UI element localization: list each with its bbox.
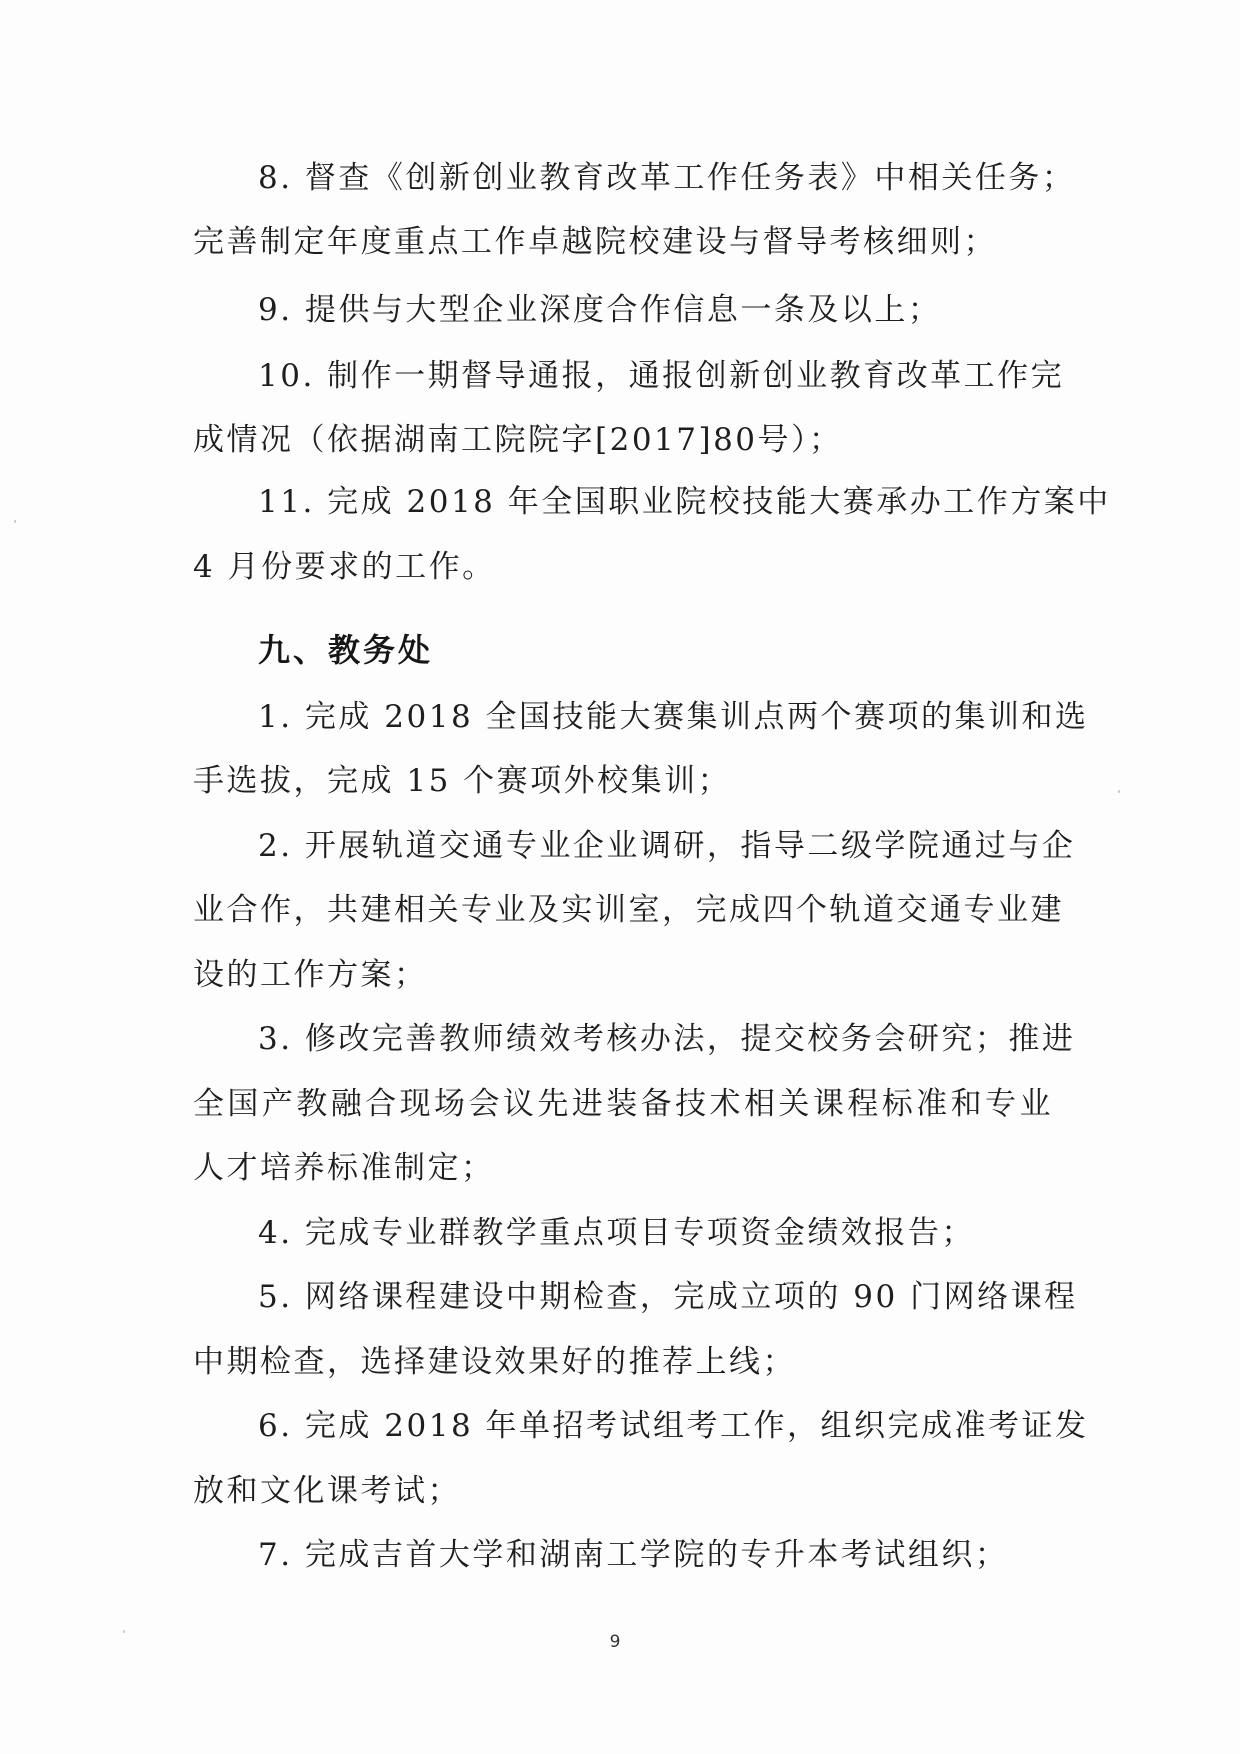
section-item-5-line-2: 中期检查，选择建设效果好的推荐上线； xyxy=(193,1344,796,1380)
section-item-2-line-3: 设的工作方案； xyxy=(193,957,428,993)
section-item-3-line-2: 全国产教融合现场会议先进装备技术相关课程标准和专业 xyxy=(193,1086,1053,1122)
section-item-3-line-1: 3. 修改完善教师绩效考核办法，提交校务会研究；推进 xyxy=(258,1021,1076,1057)
section-item-2-line-2: 业合作，共建相关专业及实训室，完成四个轨道交通专业建 xyxy=(193,892,1064,928)
list-item-11-line-1: 11. 完成 2018 年全国职业院校技能大赛承办工作方案中 xyxy=(258,484,1111,520)
section-item-2-line-1: 2. 开展轨道交通专业企业调研，指导二级学院通过与企 xyxy=(258,828,1076,864)
section-item-5-line-1: 5. 网络课程建设中期检查，完成立项的 90 门网络课程 xyxy=(258,1279,1078,1315)
section-item-1-line-1: 1. 完成 2018 全国技能大赛集训点两个赛项的集训和选 xyxy=(258,699,1089,735)
section-item-6-line-2: 放和文化课考试； xyxy=(193,1473,461,1509)
page-number: 9 xyxy=(609,1632,621,1652)
section-heading: 九、教务处 xyxy=(258,631,434,669)
scan-speck xyxy=(123,1630,125,1633)
section-item-4-line-1: 4. 完成专业群教学重点项目专项资金绩效报告； xyxy=(258,1215,975,1251)
list-item-10-line-1: 10. 制作一期督导通报，通报创新创业教育改革工作完 xyxy=(258,358,1065,394)
list-item-8-line-1: 8. 督查《创新创业教育改革工作任务表》中相关任务； xyxy=(258,160,1076,196)
list-item-8-line-2: 完善制定年度重点工作卓越院校建设与督导考核细则； xyxy=(193,224,997,260)
scan-speck xyxy=(1118,790,1120,793)
list-item-10-line-2: 成情况（依据湖南工院院字[2017]80号）； xyxy=(193,422,843,458)
section-item-1-line-2: 手选拔，完成 15 个赛项外校集训； xyxy=(193,763,732,799)
list-item-9-line-1: 9. 提供与大型企业深度合作信息一条及以上； xyxy=(258,292,942,328)
scan-speck xyxy=(14,520,16,523)
list-item-11-line-2: 4 月份要求的工作。 xyxy=(193,549,496,585)
section-item-3-line-3: 人才培养标准制定； xyxy=(193,1150,495,1186)
section-item-7-line-1: 7. 完成吉首大学和湖南工学院的专升本考试组织； xyxy=(258,1537,1009,1573)
section-item-6-line-1: 6. 完成 2018 年单招考试组考工作，组织完成准考证发 xyxy=(258,1408,1089,1444)
